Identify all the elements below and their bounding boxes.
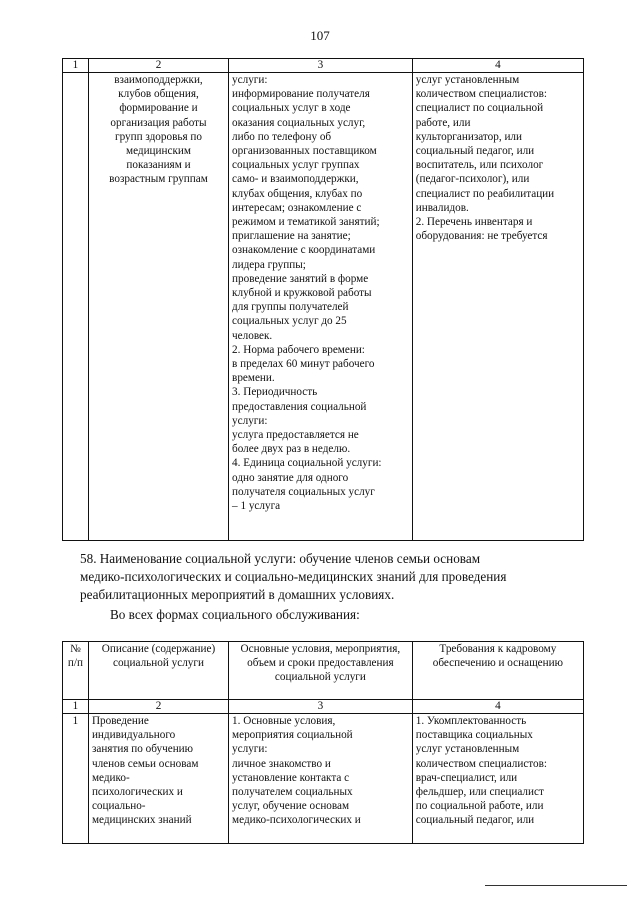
text-line: установление контакта с xyxy=(232,771,350,784)
text-line: групп здоровья по xyxy=(114,130,202,143)
text-line: проведение занятий в форме xyxy=(232,272,369,285)
service-conditions-cell xyxy=(229,714,413,844)
service-description-cell xyxy=(88,73,228,541)
text-line: социально- xyxy=(91,800,146,813)
text-line: в пределах 60 минут рабочего xyxy=(232,358,375,371)
text-line: услуга предоставляется не xyxy=(232,429,359,442)
text-line: клубов общения, xyxy=(118,88,199,101)
text-line: мероприятия социальной xyxy=(232,729,353,742)
text-line: для группы получателей xyxy=(232,301,349,314)
text-line: членов семьи основам xyxy=(91,757,199,770)
text-line: воспитатель, или психолог xyxy=(415,159,544,172)
text-line: медико- xyxy=(91,771,130,784)
text-line: информирование получателя xyxy=(232,88,370,101)
column-number: 3 xyxy=(229,700,413,714)
text-line: получателя социальных услуг xyxy=(232,485,375,498)
text-line: 2. Норма рабочего времени: xyxy=(232,343,365,356)
text-line: более двух раз в неделю. xyxy=(232,443,351,456)
text-line: 1. Основные условия, xyxy=(232,715,336,727)
text-line: предоставления социальной xyxy=(232,400,367,413)
text-line: клубах общения, клубах по xyxy=(232,187,363,200)
section-subheading: Во всех формах социального обслуживания: xyxy=(110,607,360,622)
text-line: ознакомление с координатами xyxy=(232,244,376,257)
text-line: работе, или xyxy=(415,116,471,129)
column-number: 1 xyxy=(63,59,89,73)
text-line: организация работы xyxy=(110,116,207,129)
text-line: приглашение на занятие; xyxy=(232,230,351,243)
staffing-requirements-cell xyxy=(412,73,583,541)
text-line: врач-специалист, или xyxy=(415,771,518,784)
text-line: 3. Периодичность xyxy=(232,386,318,399)
text-line: социальных услуг группах xyxy=(232,159,360,172)
text-line: взаимоподдержки, xyxy=(114,74,203,86)
footer-rule xyxy=(485,885,627,886)
services-table xyxy=(62,641,584,844)
column-number: 4 xyxy=(412,59,583,73)
text-line: (педагог-психолог), или xyxy=(415,173,530,186)
text-line: фельдшер, или специалист xyxy=(415,786,544,799)
header-conditions: Основные условия, мероприятия, объем и сроки предоставления социальной услуги xyxy=(229,642,413,700)
text-line: либо по телефону об xyxy=(232,130,332,143)
text-line: – 1 услуга xyxy=(232,500,281,513)
text-line: услуг установленным xyxy=(415,74,520,86)
text-line: услуг, обучение основам xyxy=(232,800,350,813)
text-line: социальных услуг до 25 xyxy=(232,315,347,328)
row-number-cell: 1 xyxy=(63,714,89,844)
text-line: социальных услуг в ходе xyxy=(232,102,351,115)
staffing-requirements-cell xyxy=(412,714,583,844)
text-line: по социальной работе, или xyxy=(415,800,544,813)
text-line: интересам; ознакомление с xyxy=(232,201,362,214)
text-line: 4. Единица социальной услуги: xyxy=(232,457,382,470)
text-line: поставщика социальных xyxy=(415,729,533,742)
column-number-row xyxy=(63,59,584,73)
service-description-cell xyxy=(88,714,228,844)
text-line: психологических и xyxy=(91,786,183,799)
column-number: 3 xyxy=(229,59,413,73)
service-conditions-cell xyxy=(229,73,413,541)
text-line: услуги: xyxy=(232,414,268,427)
text-line: получателем социальных xyxy=(232,786,353,799)
text-line: одно занятие для одного xyxy=(232,471,349,484)
text-line: культорганизатор, или xyxy=(415,130,523,143)
text-line: реабилитационных мероприятий в домашних условиях. xyxy=(80,587,395,602)
text-line: специалист по социальной xyxy=(415,102,544,115)
text-line: специалист по реабилитации xyxy=(415,187,555,200)
column-number: 4 xyxy=(412,700,583,714)
text-line: лидера группы; xyxy=(232,258,306,271)
text-line: возрастным группам xyxy=(109,173,208,186)
text-line: инвалидов. xyxy=(415,201,469,214)
text-line: организованных поставщиком xyxy=(232,145,377,158)
text-line: личное знакомство и xyxy=(232,757,331,770)
page-number: 107 xyxy=(310,28,330,43)
text-line: занятия по обучению xyxy=(91,743,194,756)
text-line: человек. xyxy=(232,329,273,342)
text-line: 58. Наименование социальной услуги: обучение членов семьи основам xyxy=(80,551,481,566)
text-line: режимом и тематикой занятий; xyxy=(232,216,380,229)
text-line: оборудования: не требуется xyxy=(415,230,548,243)
text-line: социальный педагог, или xyxy=(415,145,535,158)
column-number: 1 xyxy=(63,700,89,714)
text-line: медицинским xyxy=(125,145,191,158)
text-line: времени. xyxy=(232,372,275,385)
text-line: индивидуального xyxy=(91,729,176,742)
table-row xyxy=(63,73,584,541)
header-number: № п/п xyxy=(63,642,89,700)
column-number: 2 xyxy=(88,700,228,714)
column-number-row xyxy=(63,700,584,714)
header-requirements: Требования к кадровому обеспечению и оснащению xyxy=(412,642,583,700)
text-line: социальный педагог, или xyxy=(415,814,535,827)
text-line: 2. Перечень инвентаря и xyxy=(415,216,533,229)
text-line: Проведение xyxy=(91,715,149,727)
text-line: показаниям и xyxy=(126,159,191,172)
text-line: услуги: xyxy=(232,74,268,86)
header-description: Описание (содержание) социальной услуги xyxy=(88,642,228,700)
text-line: формирование и xyxy=(119,102,198,115)
table-row xyxy=(63,714,584,844)
text-line: само- и взаимоподдержки, xyxy=(232,173,359,186)
text-line: количеством специалистов: xyxy=(415,757,548,770)
text-line: количеством специалистов: xyxy=(415,88,548,101)
section-heading xyxy=(80,550,590,604)
header-row xyxy=(63,642,584,700)
text-line: услуг установленным xyxy=(415,743,520,756)
text-line: медико-психологических и социально-медицинских знаний для проведения xyxy=(80,569,507,584)
column-number: 2 xyxy=(88,59,228,73)
text-line: клубной и кружковой работы xyxy=(232,287,372,300)
text-line: 1. Укомплектованность xyxy=(415,715,527,727)
services-table-continued xyxy=(62,58,584,541)
row-number-cell xyxy=(63,73,89,541)
text-line: услуги: xyxy=(232,743,268,756)
text-line: оказания социальных услуг, xyxy=(232,116,366,129)
text-line: медицинских знаний xyxy=(91,814,192,827)
text-line: медико-психологических и xyxy=(232,814,361,827)
